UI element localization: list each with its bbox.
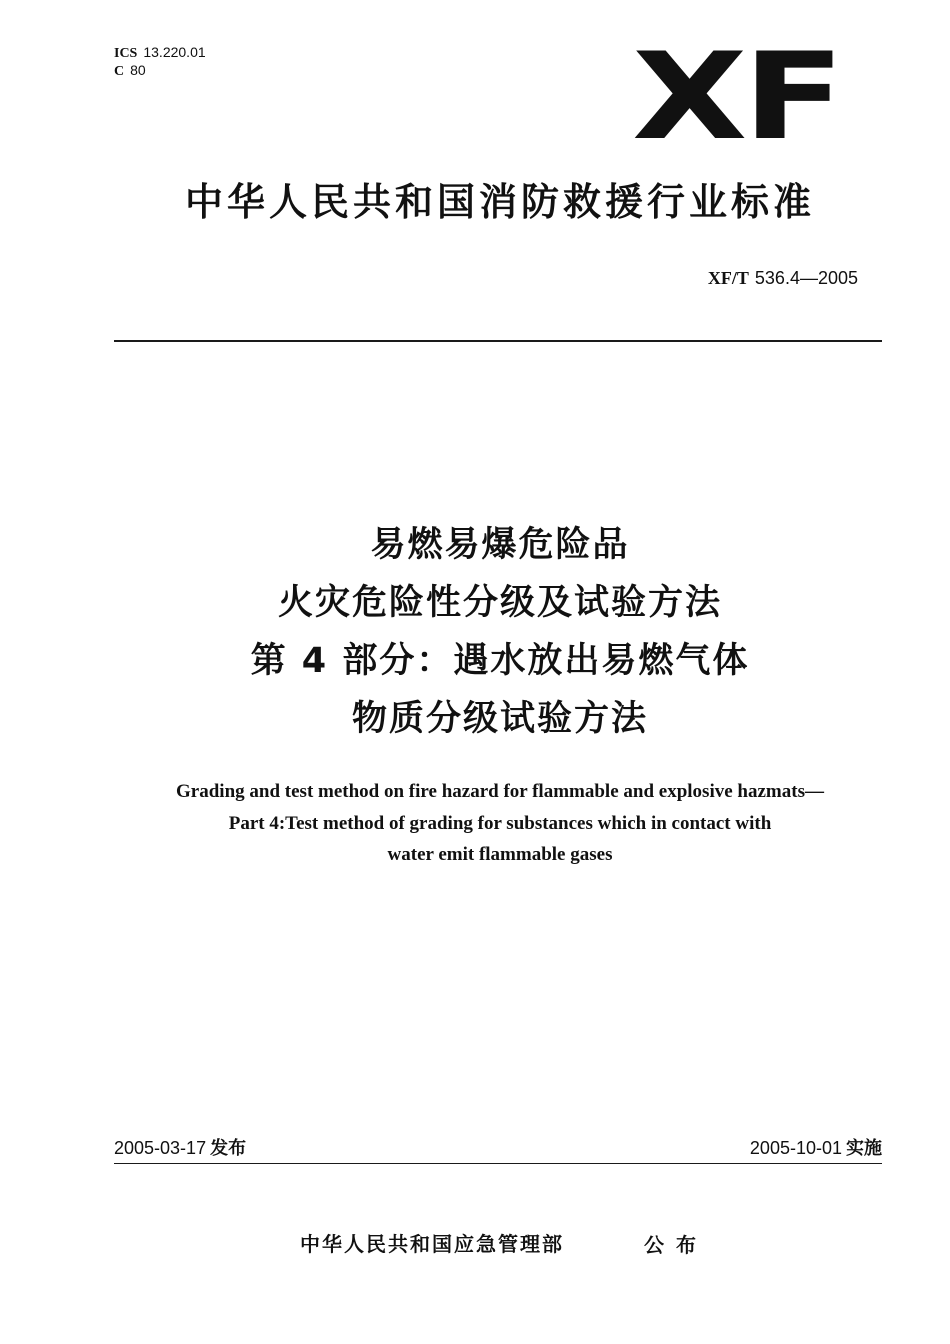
ccs-line: [114, 62, 206, 80]
implementation-date: [750, 1134, 882, 1160]
standard-category-title: 中华人民共和国消防救援行业标准: [184, 180, 815, 224]
chinese-title-line-3: 第 4 部分：遇水放出易燃气体: [250, 641, 750, 681]
english-title-line-1: Grading and test method on fire hazard for flammable and explosive hazmats—: [176, 781, 824, 802]
issue-date-label: 发布: [210, 1138, 247, 1159]
classification-codes: [114, 44, 206, 80]
chinese-title-line-1: 易燃易爆危险品: [370, 525, 630, 565]
bottom-divider: [114, 1163, 882, 1164]
ics-value: 13.220.01: [143, 44, 206, 60]
ics-line: [114, 44, 206, 62]
ccs-label: C: [114, 64, 125, 79]
chinese-title-line-4: 物质分级试验方法: [351, 699, 648, 739]
implementation-date-value: 2005-10-01: [749, 1138, 842, 1158]
standard-number: [708, 268, 858, 289]
top-divider: [114, 340, 882, 342]
publisher-action: 公布: [644, 1233, 708, 1257]
chinese-title-line-2: 火灾危险性分级及试验方法: [277, 583, 722, 623]
xf-logo: XF: [631, 28, 840, 167]
issue-date-value: 2005-03-17: [114, 1138, 207, 1158]
implementation-date-label: 实施: [846, 1138, 882, 1159]
english-title-line-3: water emit flammable gases: [387, 844, 613, 865]
standard-code: XF/T: [707, 268, 749, 288]
english-title: [60, 776, 940, 871]
english-title-line-2: Part 4:Test method of grading for substances which in contact with: [228, 812, 772, 834]
publisher-name: 中华人民共和国应急管理部: [300, 1232, 564, 1256]
chinese-title: [60, 516, 940, 748]
ccs-value: 80: [130, 62, 146, 78]
ics-label: ICS: [114, 46, 138, 61]
standard-number-value: 536.4—2005: [754, 268, 858, 288]
issue-date: [114, 1134, 246, 1160]
